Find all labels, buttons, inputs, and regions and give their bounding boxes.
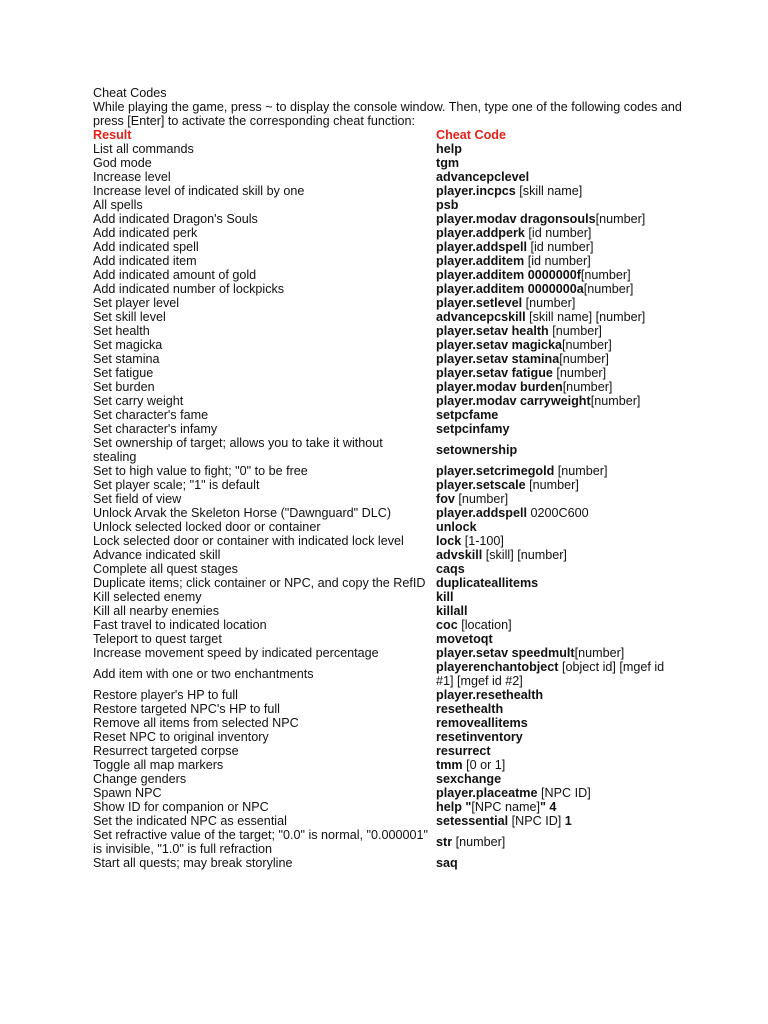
code-argument: [number]: [590, 394, 641, 408]
cheat-code-cell: [436, 534, 683, 548]
code-argument: [skill name]: [515, 184, 583, 198]
code-command: playerenchantobject: [436, 660, 559, 674]
code-command: player.modav burden: [436, 380, 563, 394]
cheat-code-cell: [436, 352, 683, 366]
cheat-code-cell: [436, 744, 683, 758]
table-row: [93, 240, 683, 254]
result-cell: Set ownership of target; allows you to take it without stealing: [93, 436, 383, 464]
result-cell: Remove all items from selected NPC: [93, 716, 299, 730]
result-cell: Reset NPC to original inventory: [93, 730, 269, 744]
cheat-code-cell: [436, 856, 683, 870]
result-cell: Set skill level: [93, 310, 166, 324]
code-command: resethealth: [436, 702, 504, 716]
table-row: [93, 618, 683, 632]
cheat-code-cell: [436, 394, 683, 408]
result-cell: Set magicka: [93, 338, 163, 352]
code-command: player.setav stamina: [436, 352, 560, 366]
cheat-code-cell: [436, 268, 683, 282]
code-command: movetoqt: [436, 632, 493, 646]
code-argument: [0 or 1]: [462, 758, 506, 772]
table-row: [93, 758, 683, 772]
cheat-code-cell: [436, 380, 683, 394]
code-command: setpcinfamy: [436, 422, 510, 436]
cheat-code-cell: [436, 464, 683, 478]
code-command: resurrect: [436, 744, 491, 758]
code-command: duplicateallitems: [436, 576, 539, 590]
cheat-code-cell: [436, 282, 683, 296]
result-cell: List all commands: [93, 142, 194, 156]
cheat-code-cell: [436, 604, 683, 618]
table-row: [93, 282, 683, 296]
code-command: player.incpcs: [436, 184, 516, 198]
cheat-code-cell: [436, 562, 683, 576]
code-argument: [skill] [number]: [482, 548, 567, 562]
table-header-row: [93, 128, 683, 142]
result-cell: Set stamina: [93, 352, 160, 366]
code-command: player.setav magicka: [436, 338, 563, 352]
cheat-code-cell: [436, 324, 683, 338]
cheat-code-cell: [436, 828, 683, 856]
result-cell: Set refractive value of the target; "0.0" is normal, "0.000001" is invisible, "1.0" is full refraction: [93, 828, 429, 856]
table-row: [93, 800, 683, 814]
table-row: [93, 184, 683, 198]
table-row: [93, 394, 683, 408]
code-command: player.placeatme: [436, 786, 538, 800]
table-row: [93, 422, 683, 436]
code-command: player.setav fatigue: [436, 366, 553, 380]
cheat-code-cell: [436, 184, 683, 198]
table-row: [93, 268, 683, 282]
result-cell: Add indicated amount of gold: [93, 268, 257, 282]
code-command: " 4: [539, 800, 557, 814]
cheat-code-cell: [436, 716, 683, 730]
table-row: [93, 310, 683, 324]
table-row: [93, 366, 683, 380]
code-command: player.setav speedmult: [436, 646, 575, 660]
result-cell: Fast travel to indicated location: [93, 618, 267, 632]
table-row: [93, 142, 683, 156]
code-command: advskill: [436, 548, 483, 562]
code-argument: [number]: [574, 646, 625, 660]
cheat-code-cell: [436, 366, 683, 380]
code-command: player.modav carryweight: [436, 394, 591, 408]
cheat-code-cell: [436, 212, 683, 226]
code-command: setpcfame: [436, 408, 499, 422]
code-argument: [id number]: [524, 226, 592, 240]
cheat-code-cell: [436, 646, 683, 660]
cheat-code-cell: [436, 548, 683, 562]
result-cell: Set player scale; "1" is default: [93, 478, 260, 492]
code-command: psb: [436, 198, 459, 212]
code-command: tgm: [436, 156, 460, 170]
result-cell: Unlock Arvak the Skeleton Horse ("Dawnguard" DLC): [93, 506, 392, 520]
result-cell: Add item with one or two enchantments: [93, 667, 314, 681]
result-cell: Add indicated Dragon's Souls: [93, 212, 258, 226]
cheat-code-cell: [436, 730, 683, 744]
code-command: player.addspell: [436, 506, 527, 520]
result-cell: Set to high value to fight; "0" to be free: [93, 464, 308, 478]
code-argument: [number]: [595, 212, 646, 226]
code-argument: [number]: [552, 366, 607, 380]
result-cell: Change genders: [93, 772, 187, 786]
document-title: Cheat Codes: [93, 86, 167, 100]
code-argument: [number]: [562, 338, 612, 352]
code-command: coc: [436, 618, 458, 632]
table-row: [93, 380, 683, 394]
result-cell: Lock selected door or container with indicated lock level: [93, 534, 404, 548]
table-row: [93, 856, 683, 870]
code-command: setessential: [436, 814, 509, 828]
table-body: [93, 142, 683, 870]
code-command: player.setscale: [436, 478, 526, 492]
cheat-code-cell: [436, 814, 683, 828]
result-cell: Set player level: [93, 296, 180, 310]
code-argument: [number]: [548, 324, 602, 338]
table-row: [93, 646, 683, 660]
result-cell: Set the indicated NPC as essential: [93, 814, 287, 828]
code-command: str: [436, 835, 453, 849]
cheat-code-cell: [436, 702, 683, 716]
table-row: [93, 338, 683, 352]
code-argument: [number]: [559, 352, 609, 366]
table-row: [93, 296, 683, 310]
result-cell: Set health: [93, 324, 150, 338]
result-cell: All spells: [93, 198, 143, 212]
code-command: advancepclevel: [436, 170, 530, 184]
code-argument: [NPC name]: [471, 800, 540, 814]
code-command: player.setav health: [436, 324, 549, 338]
cheat-code-cell: [436, 240, 683, 254]
result-cell: Unlock selected locked door or container: [93, 520, 321, 534]
result-cell: Increase level: [93, 170, 171, 184]
table-row: [93, 604, 683, 618]
result-cell: Kill all nearby enemies: [93, 604, 219, 618]
table-row: [93, 226, 683, 240]
code-argument: [number]: [452, 835, 506, 849]
code-argument: [location]: [457, 618, 512, 632]
table-row: [93, 576, 683, 590]
cheat-code-cell: [436, 422, 683, 436]
cheat-code-cell: [436, 660, 683, 688]
code-command: fov: [436, 492, 455, 506]
table-row: [93, 352, 683, 366]
code-command: player.addspell: [436, 240, 527, 254]
table-row: [93, 548, 683, 562]
code-command: resetinventory: [436, 730, 523, 744]
table-row: [93, 772, 683, 786]
code-command: unlock: [436, 520, 477, 534]
table-row: [93, 492, 683, 506]
cheat-code-cell: [436, 478, 683, 492]
cheat-code-cell: [436, 758, 683, 772]
code-command: help ": [436, 800, 472, 814]
code-command: lock: [436, 534, 462, 548]
cheat-code-cell: [436, 632, 683, 646]
result-cell: Set field of view: [93, 492, 182, 506]
cheat-code-cell: [436, 772, 683, 786]
cheat-code-cell: [436, 492, 683, 506]
code-command: advancepcskill: [436, 310, 526, 324]
result-cell: Toggle all map markers: [93, 758, 224, 772]
table-row: [93, 520, 683, 534]
table-row: [93, 534, 683, 548]
code-argument: 0200C600: [527, 506, 589, 520]
table-row: [93, 156, 683, 170]
cheat-code-cell: [436, 170, 683, 184]
cheat-code-cell: [436, 688, 683, 702]
result-cell: Duplicate items; click container or NPC, and copy the RefID: [93, 576, 426, 590]
code-command: player.setcrimegold: [436, 464, 555, 478]
table-row: [93, 744, 683, 758]
table-row: [93, 254, 683, 268]
result-cell: Add indicated number of lockpicks: [93, 282, 285, 296]
result-cell: Advance indicated skill: [93, 548, 221, 562]
table-row: [93, 730, 683, 744]
table-row: [93, 660, 683, 688]
result-cell: God mode: [93, 156, 152, 170]
code-command: sexchange: [436, 772, 502, 786]
result-cell: Add indicated item: [93, 254, 197, 268]
code-argument: [object id] [mgef id #1] [mgef id #2]: [436, 660, 665, 688]
table-row: [93, 212, 683, 226]
code-argument: [1-100]: [461, 534, 504, 548]
code-command: help: [436, 142, 462, 156]
code-command: player.addperk: [436, 226, 525, 240]
result-cell: Add indicated perk: [93, 226, 198, 240]
code-command: player.resethealth: [436, 688, 544, 702]
cheat-code-cell: [436, 156, 683, 170]
header-cheat-code: Cheat Code: [436, 128, 506, 142]
table-row: [93, 688, 683, 702]
code-argument: [number]: [580, 268, 631, 282]
cheat-code-cell: [436, 142, 683, 156]
document-content: [93, 86, 683, 870]
cheat-code-cell: [436, 520, 683, 534]
table-row: [93, 814, 683, 828]
table-row: [93, 786, 683, 800]
code-command: saq: [436, 856, 458, 870]
cheat-code-cell: [436, 408, 683, 422]
table-row: [93, 198, 683, 212]
code-command: player.setlevel: [436, 296, 523, 310]
table-row: [93, 436, 683, 464]
result-cell: Spawn NPC: [93, 786, 162, 800]
code-argument: [number]: [554, 464, 608, 478]
table-row: [93, 464, 683, 478]
table-row: [93, 170, 683, 184]
code-argument: [NPC ID]: [508, 814, 565, 828]
cheat-code-cell: [436, 786, 683, 800]
cheat-code-cell: [436, 436, 683, 464]
code-argument: [id number]: [527, 240, 594, 254]
result-cell: Set character's fame: [93, 408, 209, 422]
result-cell: Set fatigue: [93, 366, 154, 380]
code-command: tmm: [436, 758, 463, 772]
result-cell: Set character's infamy: [93, 422, 218, 436]
code-argument: [number]: [562, 380, 613, 394]
code-command: player.additem 0000000a: [436, 282, 584, 296]
cheat-code-cell: [436, 590, 683, 604]
code-argument: [NPC ID]: [537, 786, 591, 800]
cheat-code-cell: [436, 618, 683, 632]
result-cell: Complete all quest stages: [93, 562, 238, 576]
result-cell: Resurrect targeted corpse: [93, 744, 239, 758]
cheat-code-cell: [436, 506, 683, 520]
code-command: caqs: [436, 562, 465, 576]
result-cell: Restore targeted NPC's HP to full: [93, 702, 280, 716]
cheat-code-cell: [436, 226, 683, 240]
code-command: player.additem: [436, 254, 525, 268]
result-cell: Increase movement speed by indicated percentage: [93, 646, 379, 660]
code-argument: [id number]: [524, 254, 591, 268]
header-result: Result: [93, 128, 132, 142]
table-row: [93, 702, 683, 716]
result-cell: Add indicated spell: [93, 240, 199, 254]
table-row: [93, 716, 683, 730]
table-row: [93, 506, 683, 520]
code-command: 1: [564, 814, 572, 828]
table-row: [93, 324, 683, 338]
result-cell: Restore player's HP to full: [93, 688, 238, 702]
cheat-code-cell: [436, 800, 683, 814]
table-row: [93, 590, 683, 604]
cheat-code-cell: [436, 576, 683, 590]
cheat-code-cell: [436, 296, 683, 310]
table-row: [93, 632, 683, 646]
result-cell: Kill selected enemy: [93, 590, 202, 604]
cheat-code-cell: [436, 254, 683, 268]
code-command: killall: [436, 604, 468, 618]
code-command: removeallitems: [436, 716, 528, 730]
code-command: setownership: [436, 443, 518, 457]
cheat-code-cell: [436, 198, 683, 212]
table-row: [93, 562, 683, 576]
intro-paragraph: While playing the game, press ~ to display the console window. Then, type one of the following codes and press [Enter] to activate the corresponding cheat function:: [93, 100, 682, 128]
result-cell: Start all quests; may break storyline: [93, 856, 293, 870]
result-cell: Set burden: [93, 380, 155, 394]
code-argument: [skill name] [number]: [525, 310, 646, 324]
code-argument: [number]: [583, 282, 634, 296]
table-row: [93, 828, 683, 856]
table-row: [93, 408, 683, 422]
cheat-code-cell: [436, 338, 683, 352]
code-command: player.modav dragonsouls: [436, 212, 596, 226]
code-argument: [number]: [525, 478, 579, 492]
result-cell: Teleport to quest target: [93, 632, 222, 646]
table-row: [93, 478, 683, 492]
cheat-code-cell: [436, 310, 683, 324]
code-argument: [number]: [522, 296, 576, 310]
code-command: kill: [436, 590, 454, 604]
result-cell: Increase level of indicated skill by one: [93, 184, 305, 198]
cheat-table: [93, 128, 683, 870]
code-command: player.additem 0000000f: [436, 268, 581, 282]
result-cell: Show ID for companion or NPC: [93, 800, 269, 814]
result-cell: Set carry weight: [93, 394, 184, 408]
code-argument: [number]: [454, 492, 509, 506]
